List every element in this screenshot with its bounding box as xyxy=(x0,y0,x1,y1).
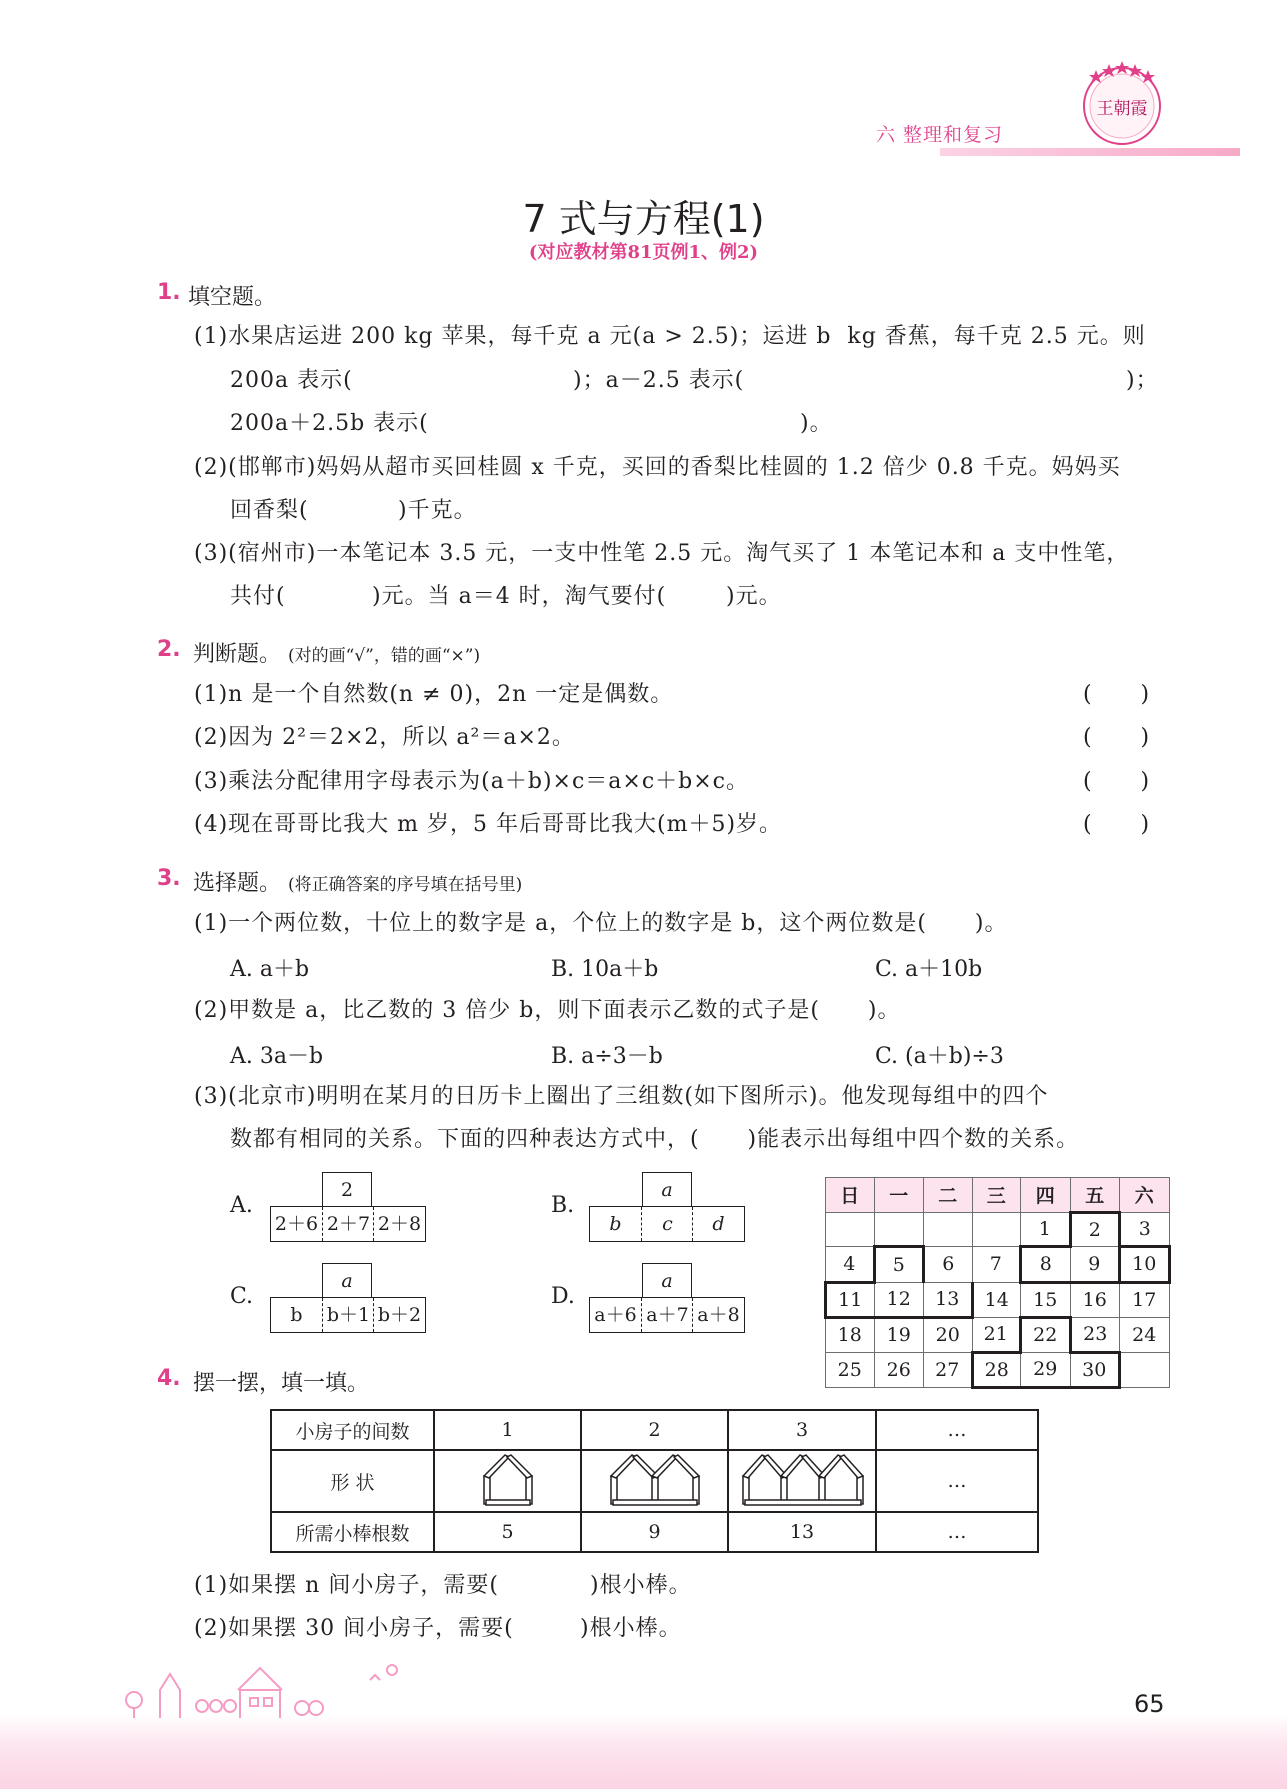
q3-note: (将正确答案的序号填在括号里) xyxy=(288,875,523,895)
q3-option-d-top: a xyxy=(642,1263,692,1299)
house-shape-3 xyxy=(728,1450,876,1512)
stick-house-icon xyxy=(478,1452,538,1506)
header-band xyxy=(940,148,1240,156)
q3-p2-option-b: B. a÷3－b xyxy=(551,1044,663,1069)
house-table-row: 所需小棒根数 5 9 13 … xyxy=(271,1512,1038,1552)
q2-item-4: (4)现在哥哥比我大 m 岁，5 年后哥哥比我大(m＋5)岁。 xyxy=(194,812,783,837)
q1-line-7a: 共付( xyxy=(230,584,286,609)
q1-line-5b: )千克。 xyxy=(398,498,477,523)
house-shape-2 xyxy=(581,1450,728,1512)
calendar-row: 1 2 3 xyxy=(826,1212,1170,1247)
q4-sub-1b: )根小棒。 xyxy=(590,1573,692,1598)
q3-option-a-letter: A. xyxy=(230,1193,253,1218)
q4-heading: 摆一摆，填一填。 xyxy=(193,1371,370,1396)
q2-number: 2. xyxy=(157,637,181,662)
q4-sub-2a: (2)如果摆 30 间小房子，需要( xyxy=(194,1616,514,1641)
q1-line-7c: )元。 xyxy=(726,584,782,609)
q2-item-3: (3)乘法分配律用字母表示为(a＋b)×c＝a×c＋b×c。 xyxy=(194,769,749,794)
q1-line-6: (3)(宿州市)一本笔记本 3.5 元，一支中性笔 2.5 元。淘气买了 1 本笔记本和 a 支中性笔， xyxy=(194,541,1130,566)
q3-option-b-top: a xyxy=(642,1172,692,1208)
calendar-row: 25 26 27 28 29 30 xyxy=(826,1352,1170,1388)
q1-line-7b: )元。当 a＝4 时，淘气要付( xyxy=(372,584,667,609)
q4-number: 4. xyxy=(157,1366,181,1391)
q1-line-3b: )。 xyxy=(800,411,833,436)
calendar-row: 4 5 6 7 8 9 10 xyxy=(826,1247,1170,1283)
q3-option-b-letter: B. xyxy=(551,1193,575,1218)
q3-option-d-bottom: a＋6 a＋7 a＋8 xyxy=(589,1297,745,1333)
calendar-header-row: 日 一 二 三 四 五 六 xyxy=(826,1178,1170,1213)
q3-p3-line-2: 数都有相同的关系。下面的四种表达方式中，( )能表示出每组中四个数的关系。 xyxy=(230,1127,1080,1152)
q3-p1-option-c: C. a＋10b xyxy=(875,957,983,982)
q3-option-b-bottom: b c d xyxy=(589,1206,745,1242)
q1-number: 1. xyxy=(157,280,181,305)
q2-answer-paren-2[interactable]: ( ) xyxy=(1083,725,1151,750)
house-table-row: 小房子的间数 1 2 3 … xyxy=(271,1410,1038,1450)
q1-line-2b: )；a－2.5 表示( xyxy=(573,368,745,393)
q3-p2: (2)甲数是 a，比乙数的 3 倍少 b，则下面表示乙数的式子是( )。 xyxy=(194,998,901,1023)
q1-line-2c: )； xyxy=(1126,368,1159,393)
q3-option-d-letter: D. xyxy=(551,1284,575,1309)
q2-answer-paren-3[interactable]: ( ) xyxy=(1083,769,1151,794)
q2-item-2: (2)因为 2²＝2×2，所以 a²＝a×2。 xyxy=(194,725,575,750)
q3-p2-option-c: C. (a＋b)÷3 xyxy=(875,1044,1004,1069)
calendar-table xyxy=(824,1177,1171,1389)
q1-line-2a: 200a 表示( xyxy=(230,368,353,393)
q3-option-c-top: a xyxy=(322,1263,372,1299)
calendar-row: 18 19 20 21 22 23 24 xyxy=(826,1318,1170,1353)
q1-heading: 填空题。 xyxy=(188,285,277,310)
house-table xyxy=(270,1409,1039,1553)
q1-line-1: (1)水果店运进 200 kg 苹果，每千克 a 元(a > 2.5)；运进 b kg 香蕉，每千克 2.5 元。则 xyxy=(194,324,1146,349)
q2-answer-paren-4[interactable]: ( ) xyxy=(1083,812,1151,837)
brand-logo xyxy=(1076,56,1168,148)
q3-option-a-bottom: 2＋6 2＋7 2＋8 xyxy=(270,1206,426,1242)
footer-band xyxy=(0,1714,1287,1789)
calendar-row: 11 12 13 14 15 16 17 xyxy=(826,1282,1170,1318)
town-decoration-icon xyxy=(120,1660,420,1720)
q4-sub-1a: (1)如果摆 n 间小房子，需要( xyxy=(194,1573,499,1598)
q3-p1-option-a: A. a＋b xyxy=(230,957,310,982)
stick-house-icon xyxy=(605,1452,705,1506)
q4-sub-2b: )根小棒。 xyxy=(580,1616,682,1641)
svg-text:王朝霞: 王朝霞 xyxy=(1096,99,1148,119)
q3-option-a-top: 2 xyxy=(322,1172,372,1208)
q3-p1-option-b: B. 10a＋b xyxy=(551,957,659,982)
q1-line-3a: 200a＋2.5b 表示( xyxy=(230,411,429,436)
page-title: 7 式与方程(1) xyxy=(522,197,765,241)
q3-heading: 选择题。 (将正确答案的序号填在括号里) xyxy=(193,871,523,896)
q1-line-4: (2)(邯郸市)妈妈从超市买回桂圆 x 千克，买回的香梨比桂圆的 1.2 倍少 0.8 千克。妈妈买 xyxy=(194,455,1121,480)
q3-p3-line-1: (3)(北京市)明明在某月的日历卡上圈出了三组数(如下图所示)。他发现每组中的四个 xyxy=(194,1084,1049,1109)
q2-answer-paren-1[interactable]: ( ) xyxy=(1083,682,1151,707)
q2-item-1: (1)n 是一个自然数(n ≠ 0)，2n 一定是偶数。 xyxy=(194,682,674,707)
section-label: 六 整理和复习 xyxy=(876,124,1004,146)
q2-note: (对的画“√”，错的画“×”) xyxy=(288,646,481,666)
stick-house-icon xyxy=(737,1452,867,1506)
page-number: 65 xyxy=(1134,1690,1165,1718)
q3-option-c-letter: C. xyxy=(230,1284,254,1309)
q3-number: 3. xyxy=(157,866,181,891)
house-table-row: 形 状 … xyxy=(271,1450,1038,1512)
q1-line-5a: 回香梨( xyxy=(230,498,309,523)
q3-p1: (1)一个两位数，十位上的数字是 a，个位上的数字是 b，这个两位数是( )。 xyxy=(194,911,1008,936)
q3-option-c-bottom: b b＋1 b＋2 xyxy=(270,1297,426,1333)
page-subtitle: (对应教材第81页例1、例2) xyxy=(528,242,759,263)
q2-heading: 判断题。 (对的画“√”，错的画“×”) xyxy=(193,642,481,667)
house-shape-1 xyxy=(434,1450,581,1512)
q3-p2-option-a: A. 3a－b xyxy=(230,1044,324,1069)
